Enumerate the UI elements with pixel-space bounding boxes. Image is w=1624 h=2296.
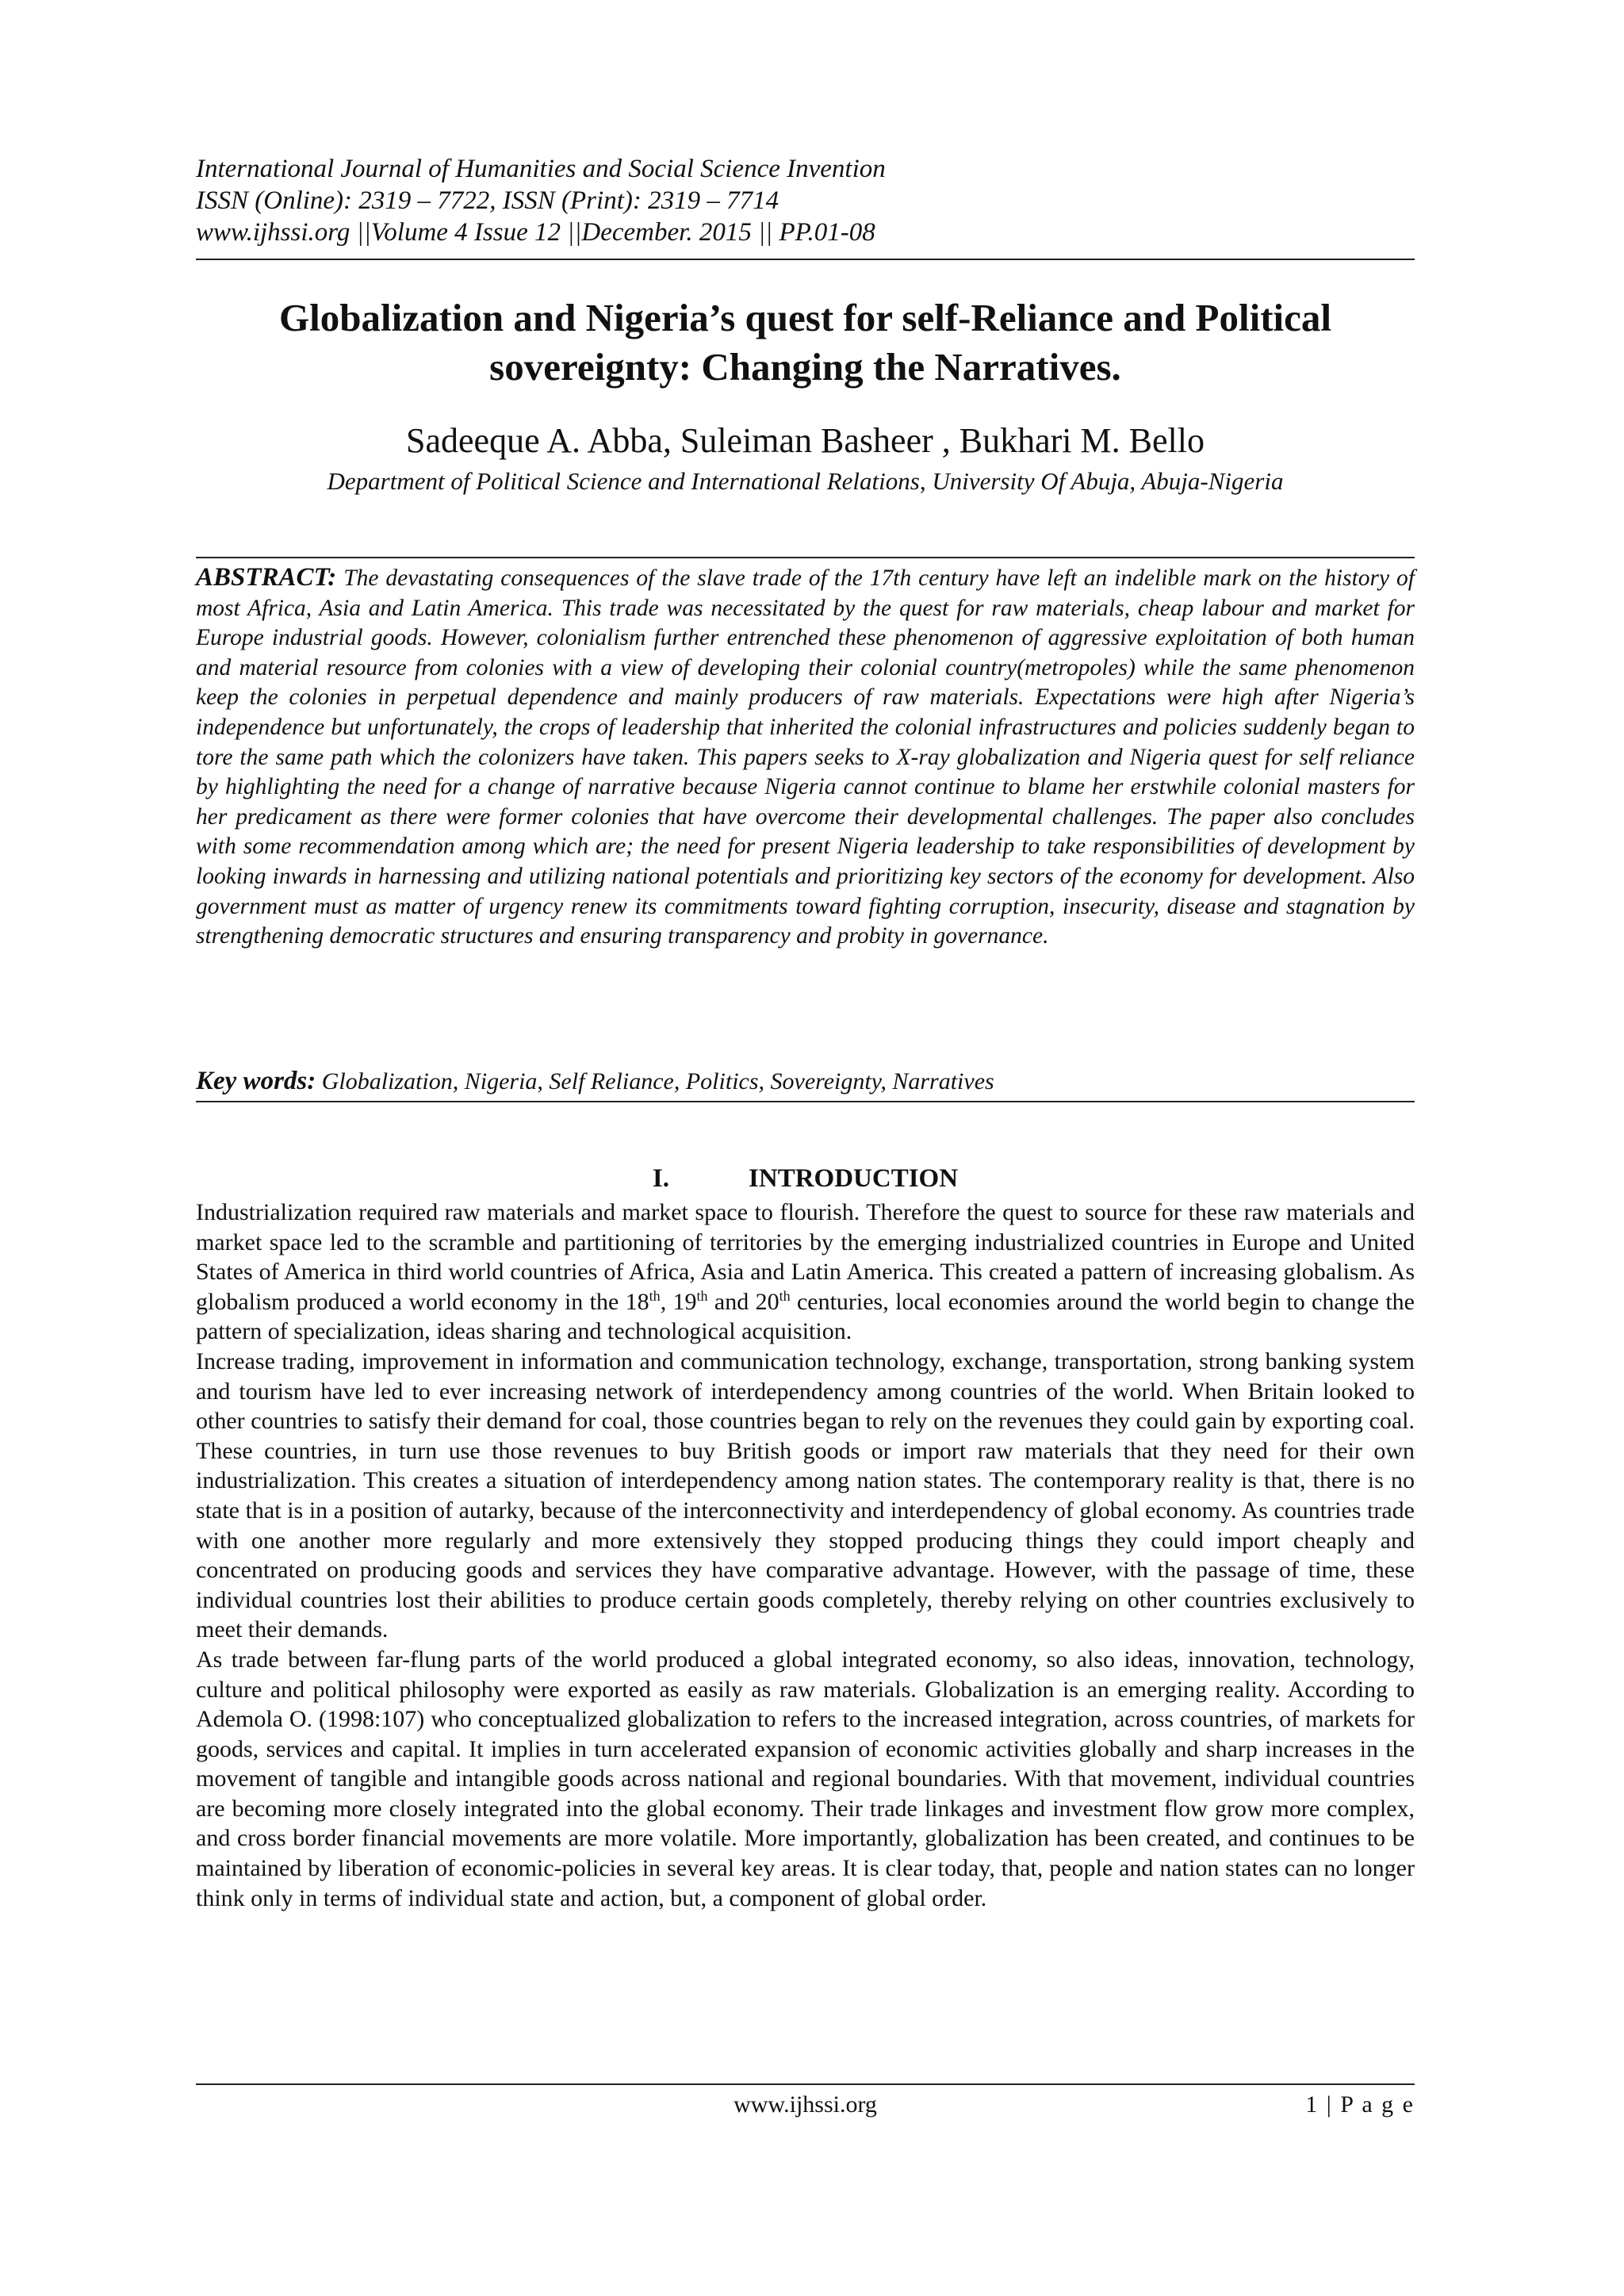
author-affiliation: Department of Political Science and International Relations, University Of Abuja, Abuja-Nigeria	[327, 467, 1284, 495]
section-number: I.	[652, 1164, 670, 1193]
journal-header	[196, 153, 1415, 248]
journal-volume-line: www.ijhssi.org ||Volume 4 Issue 12 ||December. 2015 || PP.01-08	[196, 218, 875, 247]
journal-name: International Journal of Humanities and Social Science Invention	[196, 155, 886, 183]
header-divider	[196, 259, 1415, 260]
body-text	[196, 1198, 1415, 1913]
journal-issn: ISSN (Online): 2319 – 7722, ISSN (Print): 2319 – 7714	[196, 186, 779, 215]
keywords-text: Globalization, Nigeria, Self Reliance, Politics, Sovereignty, Narratives	[321, 1068, 994, 1094]
abstract-top-divider	[196, 557, 1415, 558]
paragraph-2: Increase trading, improvement in information and communication technology, exchange, transportation, strong banking system and tourism have led to ever increasing network of interdependency among countries of the world. When Britain looked to other countries to satisfy their demand for coal, those countries began to rely on the revenues they could gain by exporting coal. These countries, in turn use those revenues to buy British goods or import raw materials that they need for their own industrialization. This creates a situation of interdependency among nation states. The contemporary reality is that, there is no state that is in a position of autarky, because of the interconnectivity and interdependency of global economy. As countries trade with one another more regularly and more extensively they stopped producing things they could import cheaply and concentrated on producing goods and services they have comparative advantage. However, with the passage of time, these individual countries lost their abilities to produce certain goods completely, thereby relying on other countries exclusively to meet their demands.	[196, 1347, 1415, 1643]
abstract-label: ABSTRACT:	[196, 563, 337, 592]
footer-divider	[196, 2083, 1415, 2085]
paragraph-1-part-d: centuries, local economies around the world begin to change the pattern of specialization, ideas sharing and technological acquisition.	[196, 1288, 1415, 1345]
paragraph-1	[196, 1198, 1415, 1347]
paragraph-1-part-b: , 19	[660, 1288, 697, 1315]
superscript-th: th	[696, 1287, 708, 1304]
abstract	[196, 563, 1415, 952]
paper-title: Globalization and Nigeria’s quest for self-Reliance and Political sovereignty: Changing the Narratives.	[278, 296, 1332, 389]
paragraph-1-part-c: and 20	[707, 1288, 779, 1315]
footer-page-number: 1 | P a g e	[1305, 2091, 1415, 2118]
paragraph-3: As trade between far-flung parts of the world produced a global integrated economy, so also ideas, innovation, technology, culture and political philosophy were exported as easily as raw materials. Globalization is an emerging reality. According to Ademola O. (1998:107) who conceptualized globalization to refers to the increased integration, across countries, of markets for goods, services and capital. It implies in turn accelerated expansion of economic activities globally and sharp increases in the movement of tangible and intangible goods across national and regional boundaries. With that movement, individual countries are becoming more closely integrated into the global economy. Their trade linkages and investment flow grow more complex, and cross border financial movements are more volatile. More importantly, globalization has been created, and continues to be maintained by liberation of economic-policies in several key areas. It is clear today, that, people and nation states can no longer think only in terms of individual state and action, but, a component of global order.	[196, 1646, 1415, 1911]
paragraph-1-part-a: Industrialization required raw materials and market space to flourish. Therefore the quest to source for these raw materials and market space led to the scramble and partitioning of territories by the emerging industrialized countries in Europe and United States of America in third world countries of Africa, Asia and Latin America. This created a pattern of increasing globalism. As globalism produced a world economy in the 18	[196, 1199, 1415, 1315]
abstract-bottom-divider	[196, 1101, 1415, 1102]
paper-page	[196, 0, 1415, 2296]
superscript-th: th	[779, 1287, 791, 1304]
section-heading	[196, 1163, 1415, 1194]
keywords-label: Key words:	[196, 1067, 316, 1095]
paper-authors: Sadeeque A. Abba, Suleiman Basheer , Bukhari M. Bello	[406, 421, 1205, 460]
footer-website: www.ijhssi.org	[733, 2091, 877, 2118]
keywords	[196, 1066, 1415, 1097]
section-title: INTRODUCTION	[749, 1164, 959, 1193]
superscript-th: th	[649, 1287, 661, 1304]
abstract-text: The devastating consequences of the slave trade of the 17th century have left an indelible mark on the history of most Africa, Asia and Latin America. This trade was necessitated by the quest for raw materials, cheap labour and market for Europe industrial goods. However, colonialism further entrenched these phenomenon of aggressive exploitation of both human and material resource from colonies with a view of developing their colonial country(metropoles) while the same phenomenon keep the colonies in perpetual dependence and mainly producers of raw materials. Expectations were high after Nigeria’s independence but unfortunately, the crops of leadership that inherited the colonial infrastructures and policies suddenly began to tore the same path which the colonizers have taken. This papers seeks to X-ray globalization and Nigeria quest for self reliance by highlighting the need for a change of narrative because Nigeria cannot continue to blame her erstwhile colonial masters for her predicament as there were former colonies that have overcome their developmental challenges. The paper also concludes with some recommendation among which are; the need for present Nigeria leadership to take responsibilities of development by looking inwards in harnessing and utilizing national potentials and prioritizing key sectors of the economy for development. Also government must as matter of urgency renew its commitments toward fighting corruption, insecurity, disease and stagnation by strengthening democratic structures and ensuring transparency and probity in governance.	[196, 565, 1415, 949]
